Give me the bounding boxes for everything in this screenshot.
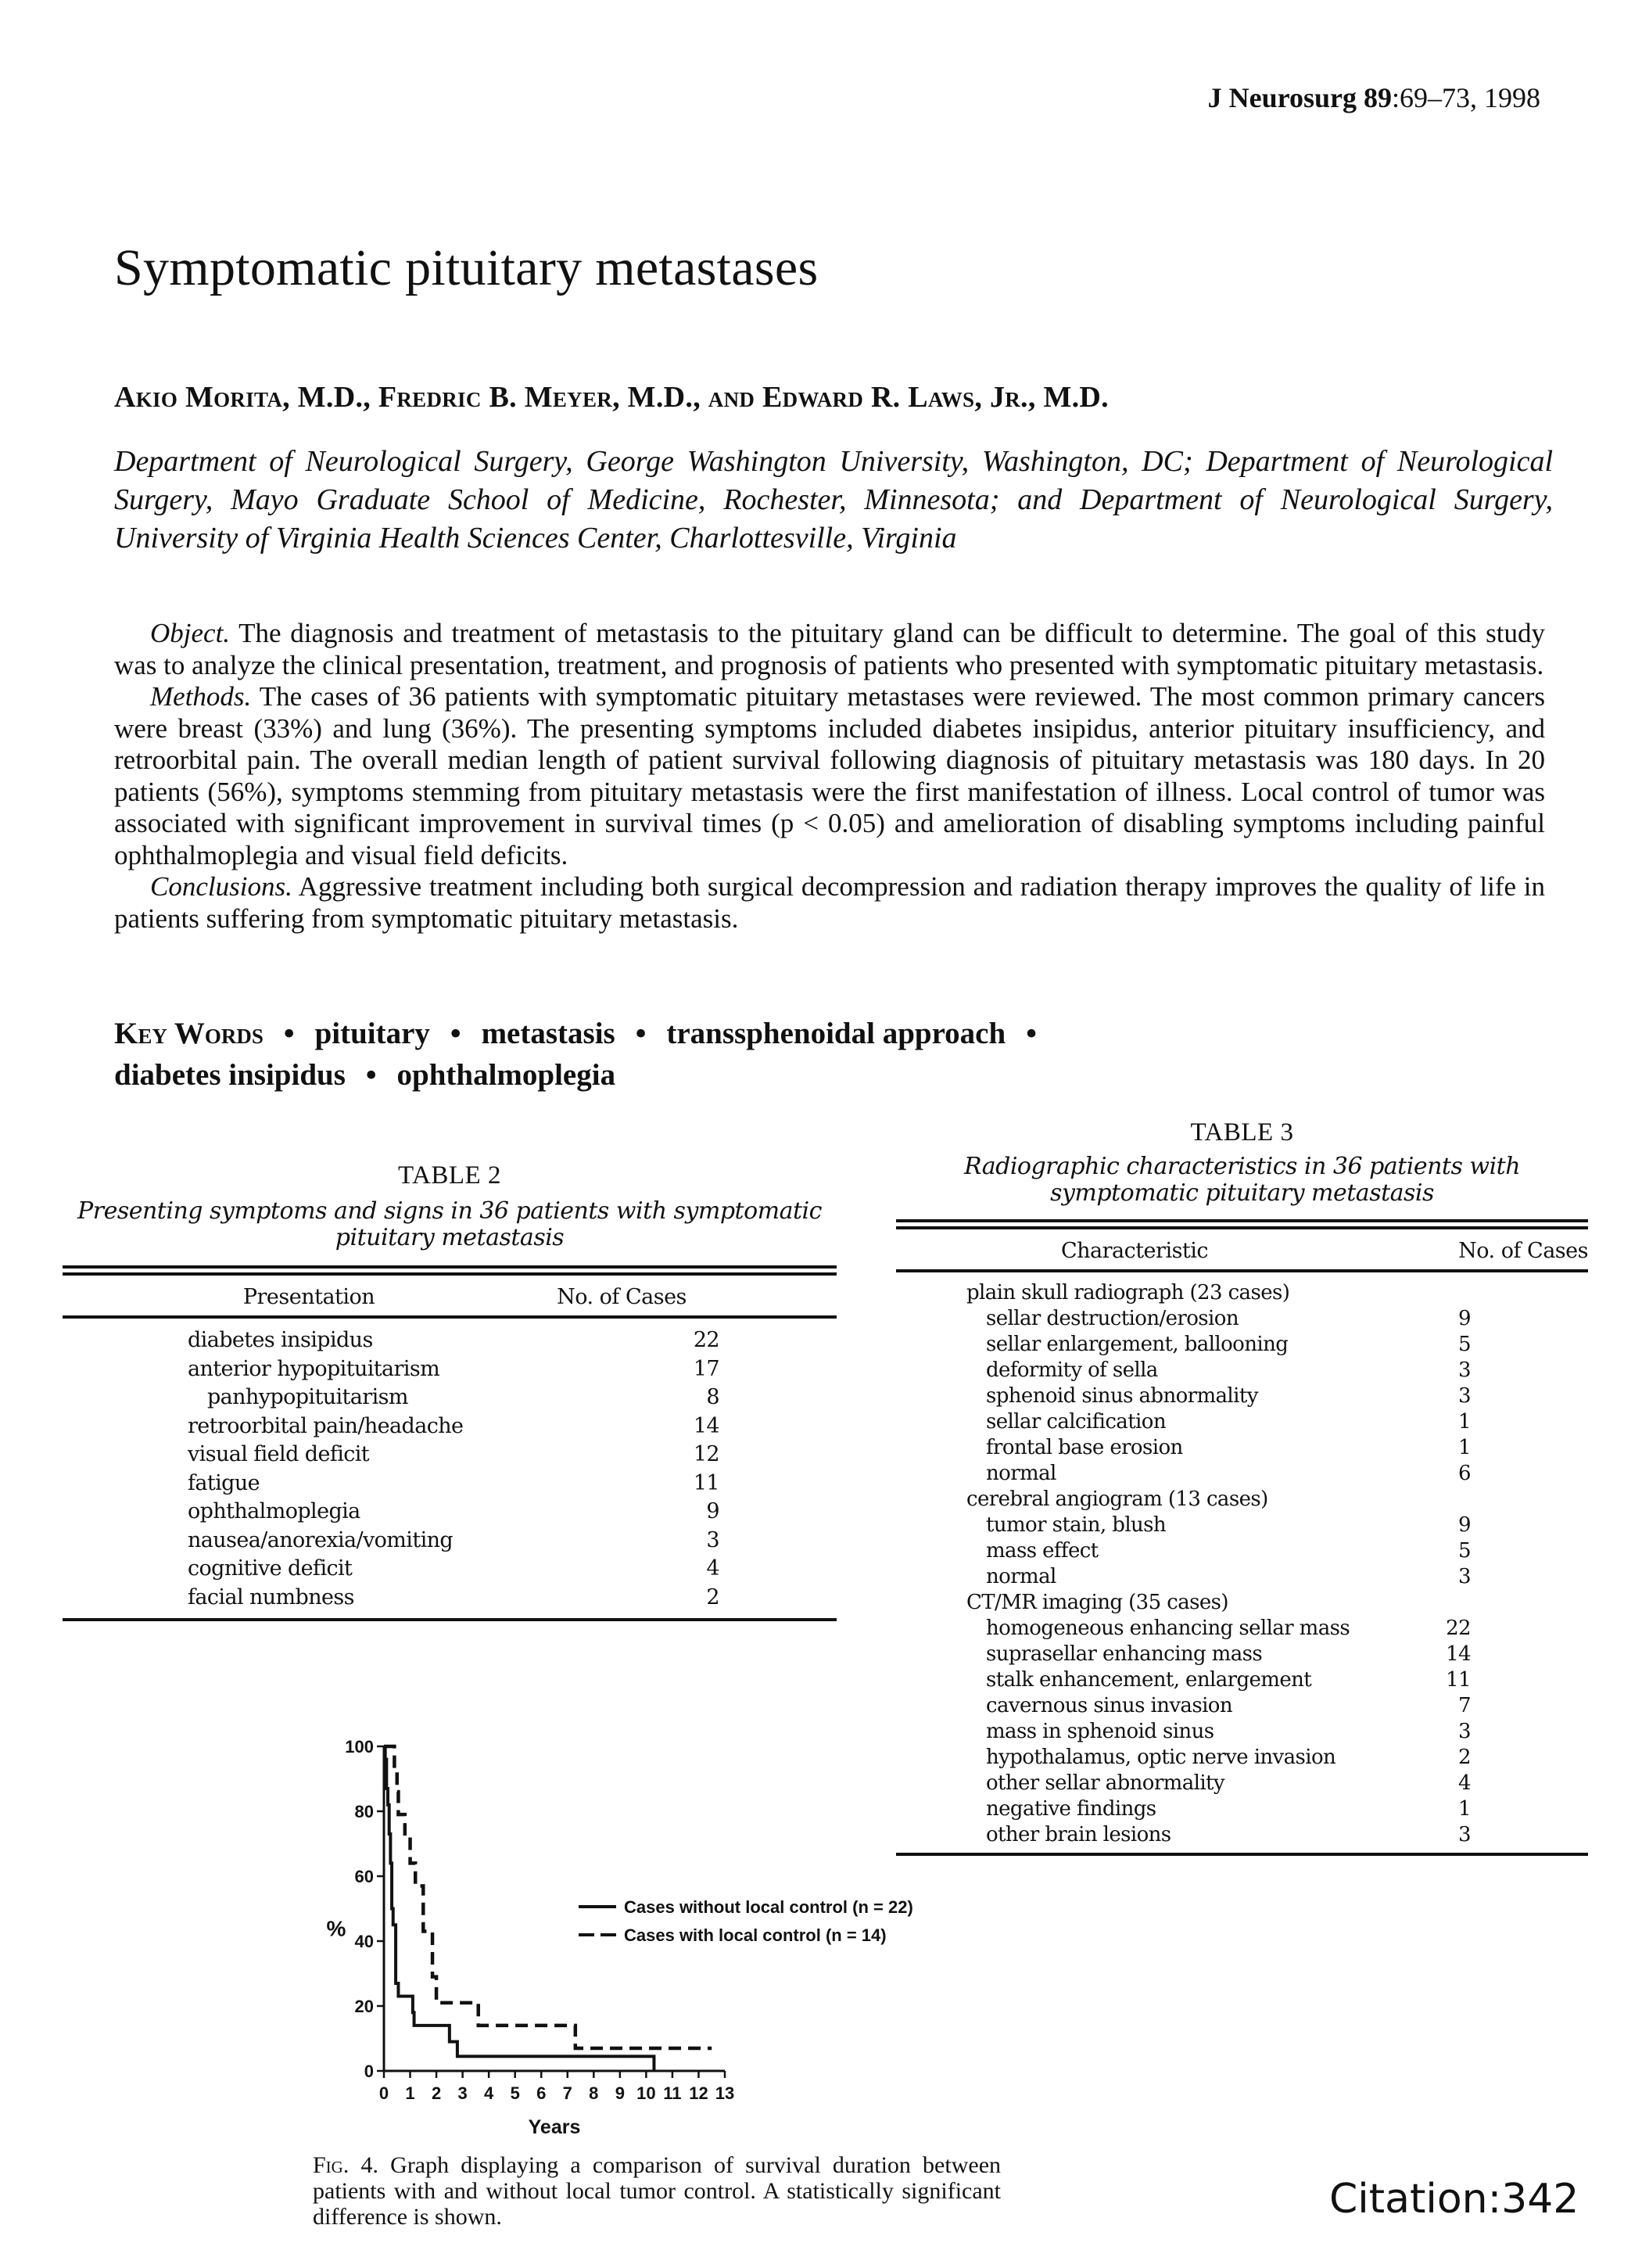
table-cell-value: 22 [1446, 1617, 1471, 1640]
figure-caption-text: Graph displaying a comparison of survival duration between patients with and without local tumor control. A statistically significant difference is shown. [313, 2152, 1002, 2230]
table-cell-value: 4 [1458, 1771, 1471, 1795]
table-cell-value: 11 [1446, 1668, 1471, 1692]
table-3-body [896, 1280, 1588, 1848]
table-cell-label: mass in sphenoid sinus [986, 1720, 1214, 1743]
x-tick-label: 6 [536, 2083, 547, 2103]
table-row [63, 1326, 837, 1355]
table-cell-label: plain skull radiograph (23 cases) [966, 1281, 1290, 1304]
table-cell-value: 3 [1458, 1823, 1471, 1846]
table-cell-label: other sellar abnormality [986, 1771, 1224, 1795]
y-axis-label: % [326, 1916, 346, 1941]
abstract-conclusions-label: Conclusions. [150, 871, 292, 902]
x-tick-label: 8 [589, 2083, 599, 2103]
table-row [896, 1642, 1588, 1667]
journal-volume: 89 [1363, 82, 1392, 113]
x-tick-label: 13 [715, 2083, 735, 2103]
abstract-methods-text: The cases of 36 patients with symptomatic pituitary metastases were reviewed. The most common primary cancers were breast (33%) and lung (36%). The presenting symptoms included diabetes insipidus, anterior pituitary insufficiency, and retroorbital pain. The overall median length of patient survival following diagnosis of pituitary metastasis was 180 days. In 20 patients (56%), symptoms stemming from pituitary metastasis were the first manifestation of illness. Local control of tumor was associated with significant improvement in survival times (p < 0.05) and amelioration of disabling symptoms including painful ophthalmoplegia and visual field deficits. [114, 681, 1545, 870]
y-tick-label: 100 [345, 1737, 374, 1757]
table-cell-label: hypothalamus, optic nerve invasion [986, 1746, 1336, 1769]
table-2-title: TABLE 2 [398, 1161, 501, 1190]
column-header: Presentation [242, 1285, 375, 1309]
table-cell-label: frontal base erosion [986, 1436, 1183, 1459]
table-row [63, 1412, 837, 1441]
table-2-caption: Presenting symptoms and signs in 36 patients with symptomatic pituitary metastasis [77, 1197, 822, 1251]
legend-label: Cases with local control (n = 14) [624, 1925, 887, 1945]
table-cell-label: diabetes insipidus [188, 1328, 373, 1352]
abstract [114, 618, 1545, 935]
column-header: No. of Cases [557, 1285, 687, 1309]
table-row [63, 1498, 837, 1527]
table-cell-value: 17 [693, 1356, 719, 1381]
table-row [896, 1822, 1588, 1848]
x-tick-label: 5 [510, 2083, 520, 2103]
table-cell-value: 8 [706, 1385, 719, 1409]
table-cell-label: sellar enlargement, ballooning [986, 1333, 1289, 1356]
table-row [896, 1616, 1588, 1642]
x-tick-label: 7 [562, 2083, 572, 2103]
abstract-object-label: Object. [150, 618, 231, 648]
table-cell-label: normal [986, 1462, 1056, 1485]
keyword-separator: • [635, 1017, 647, 1050]
keyword-separator: • [283, 1017, 295, 1050]
table-row [896, 1435, 1588, 1461]
y-tick-label: 80 [354, 1802, 374, 1821]
table-cell-value: 1 [1458, 1436, 1471, 1459]
table-cell-label: ophthalmoplegia [188, 1499, 360, 1523]
table-row [896, 1280, 1588, 1306]
x-tick-label: 10 [636, 2083, 656, 2103]
table-cell-label: other brain lesions [986, 1823, 1171, 1846]
table-row [896, 1719, 1588, 1745]
table-cell-label: retroorbital pain/headache [188, 1413, 464, 1438]
y-tick-label: 40 [354, 1932, 374, 1951]
x-tick-label: 11 [663, 2083, 682, 2103]
table-cell-value: 2 [1458, 1746, 1471, 1769]
table-cell-label: CT/MR imaging (35 cases) [966, 1591, 1228, 1614]
table-row [63, 1441, 837, 1470]
table-cell-label: suprasellar enhancing mass [986, 1642, 1263, 1666]
table-cell-label: normal [986, 1565, 1056, 1588]
table-cell-value: 9 [706, 1499, 719, 1523]
table-cell-label: sellar destruction/erosion [986, 1307, 1239, 1330]
journal-reference [1208, 81, 1540, 114]
table-cell-value: 22 [693, 1328, 719, 1352]
table-cell-label: negative findings [986, 1797, 1156, 1821]
table-row [896, 1513, 1588, 1538]
table-cell-label: cavernous sinus invasion [986, 1694, 1232, 1717]
y-tick-label: 20 [354, 1997, 374, 2016]
table-cell-value: 7 [1458, 1694, 1471, 1717]
table-rule [63, 1315, 837, 1319]
article-authors: Akio Morita, M.D., Fredric B. Meyer, M.D., and Edward R. Laws, Jr., M.D. [114, 381, 1109, 414]
table-cell-value: 9 [1458, 1307, 1471, 1330]
table-3 [896, 1118, 1588, 1856]
table-row [896, 1771, 1588, 1796]
figure-label: Fig. 4. [313, 2152, 378, 2178]
table-rule [896, 1853, 1588, 1856]
table-cell-label: homogeneous enhancing sellar mass [986, 1617, 1350, 1640]
table-cell-value: 14 [1446, 1642, 1471, 1666]
table-cell-value: 3 [1458, 1565, 1471, 1588]
keywords [114, 1013, 1482, 1096]
table-cell-label: stalk enhancement, enlargement [986, 1668, 1312, 1692]
table-row [896, 1409, 1588, 1435]
column-header: No. of Cases [1458, 1239, 1588, 1263]
table-3-title: TABLE 3 [1190, 1118, 1294, 1147]
table-2 [63, 1161, 837, 1621]
table-row [896, 1590, 1588, 1616]
table-cell-value [1377, 1487, 1588, 1513]
table-row [63, 1555, 837, 1584]
table-rule [63, 1618, 837, 1621]
table-cell-value: 3 [1458, 1358, 1471, 1382]
table-cell-value: 14 [693, 1413, 719, 1438]
journal-pages-year: :69–73, 1998 [1391, 82, 1540, 113]
table-cell-label: tumor stain, blush [986, 1513, 1167, 1537]
keywords-label: Key Words [114, 1017, 264, 1050]
table-cell-value [1377, 1280, 1588, 1306]
table-cell-value: 5 [1458, 1539, 1471, 1563]
keyword: transsphenoidal approach [666, 1017, 1006, 1050]
table-3-caption: Radiographic characteristics in 36 patients with symptomatic pituitary metastasis [963, 1153, 1521, 1207]
table-row [896, 1667, 1588, 1693]
table-cell-value: 6 [1458, 1462, 1471, 1485]
table-row [896, 1306, 1588, 1332]
abstract-conclusions-text: Aggressive treatment including both surgical decompression and radiation therapy improves the quality of life in patients suffering from symptomatic pituitary metastasis. [114, 871, 1545, 934]
table-cell-value: 12 [693, 1442, 719, 1466]
table-cell-value: 2 [706, 1584, 719, 1609]
table-row [896, 1538, 1588, 1564]
figure-caption [313, 2152, 1001, 2230]
table-cell-value: 3 [706, 1527, 719, 1552]
table-row [63, 1355, 837, 1384]
table-cell-value: 1 [1458, 1410, 1471, 1434]
table-cell-value [1377, 1590, 1588, 1616]
survival-chart [313, 1721, 985, 2135]
table-row [896, 1564, 1588, 1590]
journal-name: J Neurosurg [1207, 82, 1357, 113]
table-cell-label: mass effect [986, 1539, 1099, 1563]
citation-count: Citation:342 [1329, 2176, 1579, 2223]
legend-label: Cases without local control (n = 22) [624, 1897, 913, 1917]
abstract-object-text: The diagnosis and treatment of metastasis to the pituitary gland can be difficult to determine. The goal of this study was to analyze the clinical presentation, treatment, and prognosis of patients who presented with symptomatic pituitary metastasis. [114, 618, 1545, 680]
table-cell-value: 1 [1458, 1797, 1471, 1821]
table-cell-label: sellar calcification [986, 1410, 1166, 1434]
keyword: metastasis [481, 1017, 615, 1050]
table-cell-label: panhypopituitarism [207, 1385, 408, 1409]
figure-4 [313, 1721, 985, 2135]
table-row [896, 1487, 1588, 1513]
article-affiliation: Department of Neurological Surgery, George Washington University, Washington, DC; Department of Neurological Surgery, Mayo Graduate School of Medicine, Rochester, Minnesota; and Department of Neurological Surgery, University of Virginia Health Sciences Center, Charlottesville, Virginia [114, 445, 1553, 554]
x-tick-label: 3 [457, 2083, 468, 2103]
keyword: ophthalmoplegia [396, 1058, 616, 1092]
table-cell-value: 3 [1458, 1384, 1471, 1408]
table-row [896, 1358, 1588, 1383]
x-tick-label: 12 [689, 2083, 708, 2103]
keyword-separator: • [450, 1017, 461, 1050]
x-tick-label: 0 [378, 2083, 389, 2103]
table-cell-value: 5 [1458, 1333, 1471, 1356]
y-tick-label: 60 [354, 1867, 374, 1886]
table-2-body [63, 1326, 837, 1612]
abstract-conclusions [114, 871, 1545, 935]
abstract-object [114, 618, 1545, 681]
table-rule [896, 1269, 1588, 1272]
abstract-methods-label: Methods. [150, 681, 252, 712]
table-row [63, 1383, 837, 1412]
y-tick-label: 0 [364, 2062, 374, 2081]
table-cell-value: 9 [1458, 1513, 1471, 1537]
table-row [63, 1584, 837, 1613]
table-row [63, 1527, 837, 1556]
keyword: pituitary [314, 1017, 430, 1050]
keyword-separator: • [365, 1058, 377, 1092]
table-cell-label: sphenoid sinus abnormality [986, 1384, 1258, 1408]
table-row [896, 1693, 1588, 1719]
table-rule [63, 1265, 837, 1276]
x-axis-label: Years [528, 2116, 581, 2135]
x-tick-label: 2 [431, 2083, 442, 2103]
table-cell-label: cerebral angiogram (13 cases) [966, 1487, 1268, 1511]
x-tick-label: 1 [405, 2083, 415, 2103]
table-cell-label: deformity of sella [986, 1358, 1158, 1382]
table-row [896, 1796, 1588, 1822]
keyword-separator: • [1026, 1017, 1037, 1050]
abstract-methods [114, 681, 1545, 871]
table-cell-value: 3 [1458, 1720, 1471, 1743]
table-cell-value: 11 [693, 1470, 719, 1495]
table-cell-label: facial numbness [188, 1584, 354, 1609]
x-tick-label: 9 [615, 2083, 625, 2103]
x-tick-label: 4 [484, 2083, 494, 2103]
table-2-header [63, 1276, 837, 1315]
table-cell-value: 4 [706, 1556, 719, 1581]
table-rule [896, 1219, 1588, 1229]
article-title: Symptomatic pituitary metastases [114, 239, 819, 296]
table-row [896, 1332, 1588, 1358]
table-cell-label: visual field deficit [188, 1442, 370, 1466]
table-cell-label: fatigue [188, 1470, 260, 1495]
table-cell-label: cognitive deficit [188, 1556, 353, 1581]
table-row [896, 1461, 1588, 1487]
table-cell-label: anterior hypopituitarism [188, 1356, 440, 1381]
column-header: Characteristic [1060, 1239, 1209, 1263]
table-row [896, 1745, 1588, 1771]
table-row [63, 1470, 837, 1498]
table-row [896, 1383, 1588, 1409]
table-cell-label: nausea/anorexia/vomiting [188, 1527, 454, 1552]
table-3-header [896, 1229, 1588, 1269]
keyword: diabetes insipidus [114, 1058, 346, 1092]
